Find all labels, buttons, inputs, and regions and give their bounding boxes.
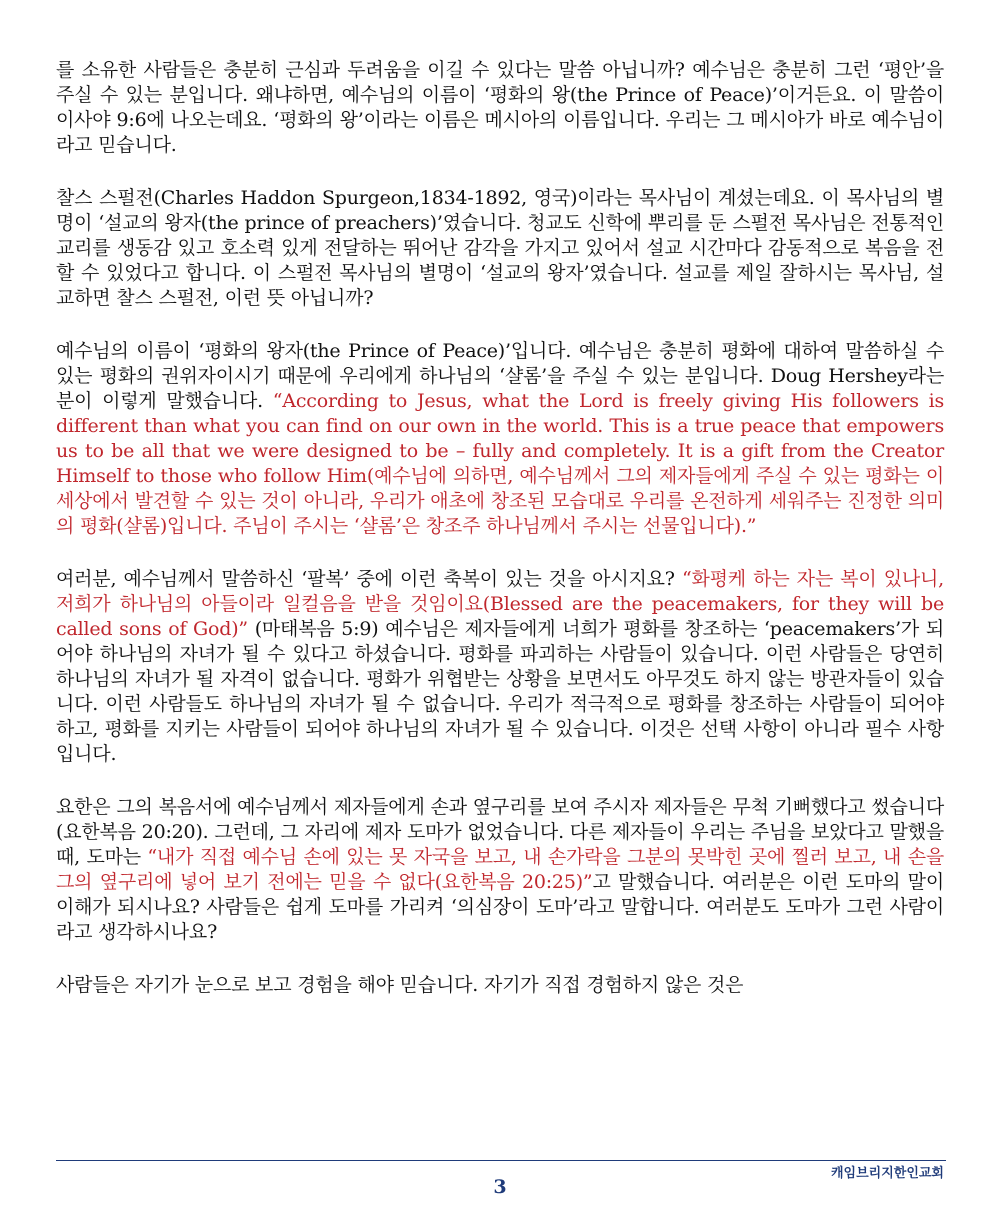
paragraph-text: 고 말했습니다. 여러분은 이런 도마의 말이 이해가 되시나요? 사람들은 쉽게 도마를 가리켜 ‘의심장이 도마’라고 말합니다. 여러분도 도마가 그런 사람이라고 생각하시나요? bbox=[56, 871, 944, 943]
paragraph-6 bbox=[56, 973, 944, 998]
sermon-body bbox=[56, 58, 944, 1026]
paragraph-text: 여러분, 예수님께서 말씀하신 ‘팔복’ 중에 이런 축복이 있는 것을 아시지요? bbox=[56, 568, 682, 590]
paragraph-5 bbox=[56, 795, 944, 945]
quote-text: “내가 직접 예수님 손에 있는 못 자국을 보고, 내 손가락을 그분의 못박힌 곳에 찔러 보고, 내 손을 그의 옆구리에 넣어 보기 전에는 믿을 수 없다(요한복음 20:25)” bbox=[56, 846, 944, 893]
paragraph-text: (마태복음 5:9) 예수님은 제자들에게 너희가 평화를 창조하는 ‘peacemakers’가 되어야 하나님의 자녀가 될 수 있다고 하셨습니다. 평화를 파괴하는 사람들이 있습니다. 이런 사람들은 당연히 하나님의 자녀가 될 자격이 없습니다. 평화가 위협받는 상황을 보면서도 아무것도 하지 않는 방관자들이 있습니다. 이런 사람들도 하나님의 자녀가 될 수 없습니다. 우리가 적극적으로 평화를 창조하는 사람들이 되어야 하고, 평화를 지키는 사람들이 되어야 하나님의 자녀가 될 수 있습니다. 이것은 선택 사항이 아니라 필수 사항입니다. bbox=[56, 618, 944, 765]
footer-divider bbox=[56, 1160, 946, 1161]
paragraph-1 bbox=[56, 58, 944, 158]
paragraph-2 bbox=[56, 186, 944, 311]
paragraph-text: 예수님의 이름이 ‘평화의 왕자(the Prince of Peace)’입니다. 예수님은 충분히 평화에 대하여 말씀하실 수 있는 평화의 권위자이시기 때문에 우리에게 하나님의 ‘샬롬’을 주실 수 있는 분입니다. Doug Hershey라는 분이 이렇게 말했습니다. bbox=[56, 340, 944, 412]
paragraph-text: 요한은 그의 복음서에 예수님께서 제자들에게 손과 옆구리를 보여 주시자 제자들은 무척 기뻐했다고 썼습니다(요한복음 20:20). 그런데, 그 자리에 제자 도마가 없었습니다. 다른 제자들이 우리는 주님을 보았다고 말했을 때, 도마는 bbox=[56, 796, 944, 868]
quote-text: “화평케 하는 자는 복이 있나니, 저희가 하나님의 아들이라 일컬음을 받을 것임이요(Blessed are the peacemakers, for they will be called sons of God)” bbox=[56, 568, 944, 640]
paragraph-text: 를 소유한 사람들은 충분히 근심과 두려움을 이길 수 있다는 말씀 아닙니까? 예수님은 충분히 그런 ‘평안’을 주실 수 있는 분입니다. 왜냐하면, 예수님의 이름이 ‘평화의 왕(the Prince of Peace)’이거든요. 이 말씀이 이사야 9:6에 나오는데요. ‘평화의 왕’이라는 이름은 메시아의 이름입니다. 우리는 그 메시아가 바로 예수님이라고 믿습니다. bbox=[56, 59, 944, 156]
paragraph-text: 찰스 스펄전(Charles Haddon Spurgeon,1834-1892, 영국)이라는 목사님이 계셨는데요. 이 목사님의 별명이 ‘설교의 왕자(the prince of preachers)’였습니다. 청교도 신학에 뿌리를 둔 스펄전 목사님은 전통적인 교리를 생동감 있고 호소력 있게 전달하는 뛰어난 감각을 가지고 있어서 설교 시간마다 감동적으로 복음을 전할 수 있었다고 합니다. 이 스펄전 목사님의 별명이 ‘설교의 왕자’였습니다. 설교를 제일 잘하시는 목사님, 설교하면 찰스 스펄전, 이런 뜻 아닙니까? bbox=[56, 187, 944, 309]
quote-text: “According to Jesus, what the Lord is freely giving His followers is different than what you can find on our own in the world. This is a true peace that empowers us to be all that we were designed to be – fully and completely. It is a gift from the Creator Himself to those who follow Him(예수님에 의하면, 예수님께서 그의 제자들에게 주실 수 있는 평화는 이 세상에서 발견할 수 있는 것이 아니라, 우리가 애초에 창조된 모습대로 우리를 온전하게 세워주는 진정한 의미의 평화(샬롬)입니다. 주님이 주시는 ‘샬롬’은 창조주 하나님께서 주시는 선물입니다).” bbox=[56, 390, 945, 537]
paragraph-3 bbox=[56, 339, 944, 539]
page-number: 3 bbox=[493, 1176, 507, 1198]
paragraph-4 bbox=[56, 567, 944, 767]
paragraph-text: 사람들은 자기가 눈으로 보고 경험을 해야 믿습니다. 자기가 직접 경험하지 않은 것은 bbox=[56, 974, 744, 996]
footer-church-name: 캐임브리지한인교회 bbox=[830, 1166, 944, 1181]
